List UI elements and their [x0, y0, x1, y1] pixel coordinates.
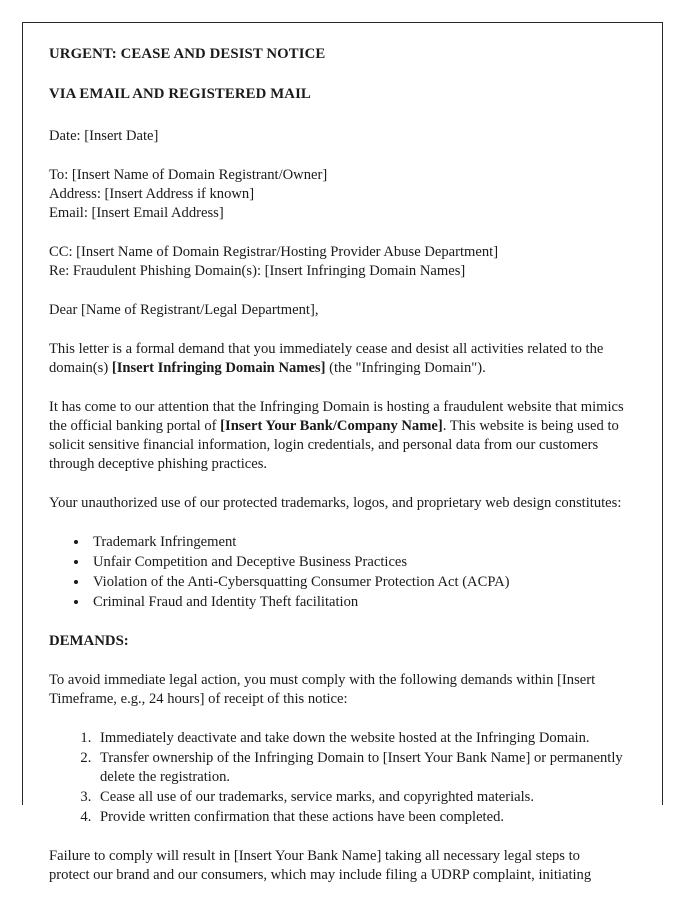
recipient-email-line: Email: [Insert Email Address]: [49, 205, 224, 222]
cc-line: CC: [Insert Name of Domain Registrar/Hosting Provider Abuse Department]: [49, 244, 499, 261]
list-item: 2. Transfer ownership of the Infringing Domain to [Insert Your Bank Name] or permanently delete the registration.: [95, 749, 637, 787]
paragraph-1-part-2: (the "Infringing Domain").: [325, 360, 486, 377]
demands-list: [49, 729, 637, 827]
recipient-address-line: Address: [Insert Address if known]: [49, 186, 255, 203]
list-item: • Criminal Fraud and Identity Theft facilitation: [89, 593, 637, 612]
document-page: [22, 22, 663, 883]
demands-intro-paragraph: To avoid immediate legal action, you must comply with the following demands within [Insert Timeframe, e.g., 24 hours] of receipt of this notice:: [49, 672, 596, 708]
clipped-text: protect our brand and our consumers, which may include filing a UDRP complaint, initiating: [49, 866, 592, 883]
document-body: [49, 45, 637, 883]
violations-list: [49, 533, 637, 612]
list-item: • Violation of the Anti-Cybersquatting Consumer Protection Act (ACPA): [89, 573, 637, 592]
paragraph-formal-demand: [49, 340, 637, 378]
salutation: Dear [Name of Registrant/Legal Department],: [49, 302, 319, 319]
paragraph-phishing-description: [49, 398, 637, 474]
list-item: • Trademark Infringement: [89, 533, 637, 552]
list-item: 3. Cease all use of our trademarks, service marks, and copyrighted materials.: [95, 788, 637, 807]
re-line: Re: Fraudulent Phishing Domain(s): [Insert Infringing Domain Names]: [49, 263, 466, 280]
list-item: • Unfair Competition and Deceptive Business Practices: [89, 553, 637, 572]
closing-paragraph-clipped-line: [49, 866, 637, 883]
closing-paragraph-visible-line: Failure to comply will result in [Insert Your Bank Name] taking all necessary legal steps to: [49, 847, 580, 864]
paragraph-violations-intro: Your unauthorized use of our protected trademarks, logos, and proprietary web design constitutes:: [49, 495, 622, 512]
paragraph-2-part-2: . This website is being used to solicit sensitive financial information, login credentials, and personal data from our customers through deceptive phishing practices.: [49, 418, 619, 473]
list-item: 1. Immediately deactivate and take down the website hosted at the Infringing Domain.: [95, 729, 637, 748]
document-title-primary: URGENT: CEASE AND DESIST NOTICE: [49, 46, 326, 62]
paragraph-2-bold-bank-name: [Insert Your Bank/Company Name]: [220, 418, 443, 435]
date-line: Date: [Insert Date]: [49, 128, 159, 145]
paragraph-1-part-1: This letter is a formal demand that you immediately cease and desist all activities related to the domain(s): [49, 341, 604, 377]
closing-paragraph: [49, 847, 637, 866]
recipient-to-line: To: [Insert Name of Domain Registrant/Owner]: [49, 167, 328, 184]
demands-heading: DEMANDS:: [49, 632, 129, 649]
paragraph-2-part-1: It has come to our attention that the Infringing Domain is hosting a fraudulent website that mimics the official banking portal of: [49, 399, 624, 435]
document-title-secondary: VIA EMAIL AND REGISTERED MAIL: [49, 86, 311, 103]
list-item: 4. Provide written confirmation that these actions have been completed.: [95, 808, 637, 827]
paragraph-1-bold-domain-names: [Insert Infringing Domain Names]: [111, 360, 326, 377]
recipient-block: [49, 166, 637, 223]
routing-block: [49, 243, 637, 281]
